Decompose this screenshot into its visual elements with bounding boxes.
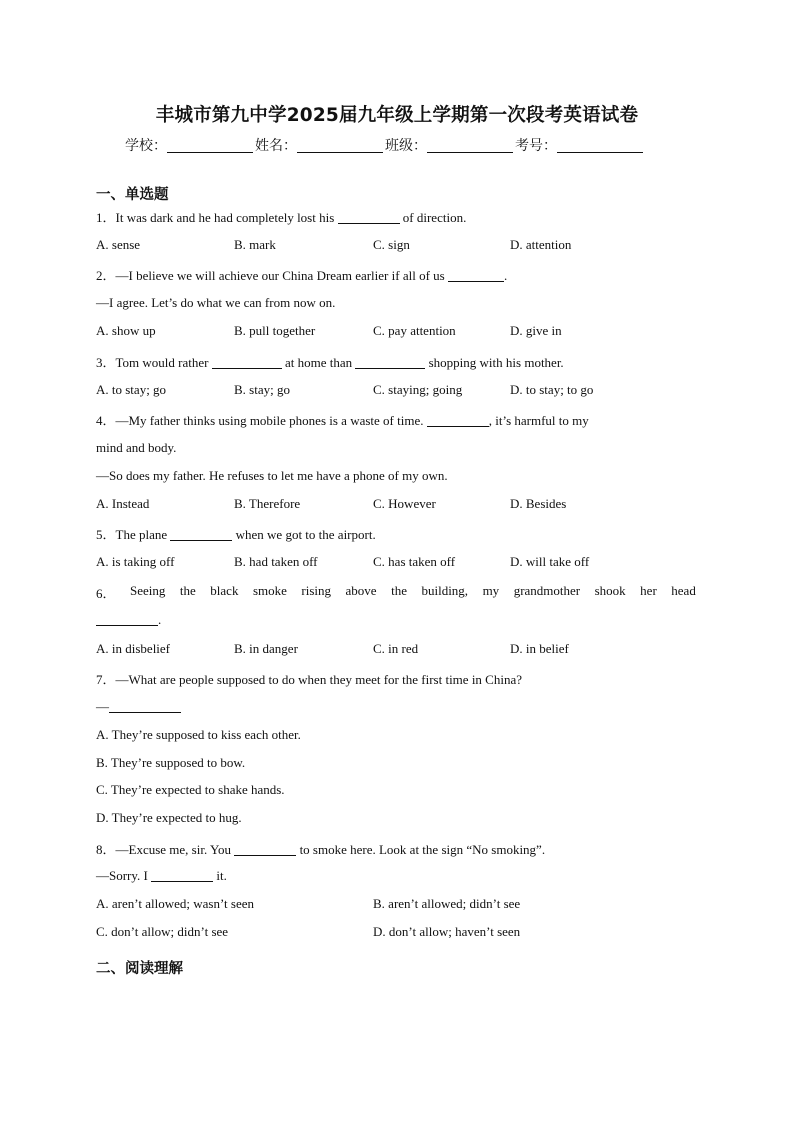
q6-word: grandmother bbox=[513, 583, 581, 598]
q8-response bbox=[96, 868, 227, 884]
student-info-fields bbox=[125, 135, 645, 155]
q5-option-d[interactable]: D. will take off bbox=[510, 554, 590, 569]
q6-word: my bbox=[482, 583, 500, 598]
q1-text: 1．It was dark and he had completely lost his bbox=[96, 210, 335, 225]
q6-word: the bbox=[179, 583, 196, 598]
question-1-stem bbox=[96, 207, 466, 226]
q5-text: 5．The plane bbox=[96, 527, 168, 542]
q5-blank bbox=[170, 528, 232, 541]
q2-text-end: . bbox=[503, 268, 508, 283]
q3-text-mid: at home than bbox=[284, 355, 353, 370]
q7-option-d[interactable]: D. They’re expected to hug. bbox=[96, 810, 242, 825]
q2-blank bbox=[448, 269, 504, 282]
q3-option-c[interactable]: C. staying; going bbox=[373, 382, 463, 397]
q8-response-end: it. bbox=[216, 868, 227, 883]
number-label: 考号： bbox=[515, 138, 557, 154]
q2-option-c[interactable]: C. pay attention bbox=[373, 323, 456, 338]
q8-option-d[interactable]: D. don’t allow; haven’t seen bbox=[373, 924, 521, 939]
name-label: 姓名： bbox=[255, 138, 297, 154]
q6-word: rising bbox=[301, 583, 332, 598]
q4-text-end: , it’s harmful to my bbox=[488, 413, 589, 428]
q5-option-c[interactable]: C. has taken off bbox=[373, 554, 456, 569]
q7-blank bbox=[109, 700, 181, 713]
q6-word: head bbox=[671, 583, 696, 598]
q4-text: 4．—My father thinks using mobile phones is a waste of time. bbox=[96, 413, 424, 428]
school-blank[interactable] bbox=[167, 138, 253, 153]
q4-continuation: mind and body. bbox=[96, 440, 177, 455]
q6-word: black bbox=[210, 583, 239, 598]
q4-option-d[interactable]: D. Besides bbox=[510, 496, 567, 511]
section-heading-reading: 二、阅读理解 bbox=[96, 961, 183, 977]
q6-option-c[interactable]: C. in red bbox=[373, 641, 419, 656]
q6-word: 6． bbox=[96, 586, 116, 601]
class-label: 班级： bbox=[385, 138, 427, 154]
q6-word: the bbox=[391, 583, 407, 598]
q1-option-a[interactable]: A. sense bbox=[96, 237, 141, 252]
q4-blank bbox=[427, 414, 489, 427]
q1-option-b[interactable]: B. mark bbox=[234, 237, 276, 252]
q3-text: 3．Tom would rather bbox=[96, 355, 209, 370]
q6-text-end: . bbox=[158, 612, 162, 627]
q6-word: smoke bbox=[252, 583, 287, 598]
q8-response-text: —Sorry. I bbox=[96, 868, 148, 883]
q3-blank-2 bbox=[355, 356, 425, 369]
q6-word: above bbox=[345, 583, 377, 598]
q3-option-a[interactable]: A. to stay; go bbox=[96, 382, 167, 397]
q2-option-d[interactable]: D. give in bbox=[510, 323, 562, 338]
q8-blank-2 bbox=[151, 869, 213, 882]
q6-option-a[interactable]: A. in disbelief bbox=[96, 641, 171, 656]
q8-option-a[interactable]: A. aren’t allowed; wasn’t seen bbox=[96, 896, 254, 911]
q8-text: 8．—Excuse me, sir. You bbox=[96, 842, 232, 857]
q2-response: —I agree. Let’s do what we can from now on. bbox=[96, 295, 336, 310]
q5-option-b[interactable]: B. had taken off bbox=[234, 554, 318, 569]
question-6-stem bbox=[96, 583, 696, 602]
school-label: 学校： bbox=[125, 138, 167, 154]
class-blank[interactable] bbox=[427, 138, 513, 153]
q8-option-b[interactable]: B. aren’t allowed; didn’t see bbox=[373, 896, 521, 911]
q1-text-end: of direction. bbox=[402, 210, 467, 225]
q4-response: —So does my father. He refuses to let me have a phone of my own. bbox=[96, 468, 448, 483]
name-blank[interactable] bbox=[297, 138, 383, 153]
q6-word: shook bbox=[594, 583, 626, 598]
question-5-stem bbox=[96, 524, 376, 543]
q6-blank-line bbox=[96, 612, 161, 628]
q6-word: building, bbox=[421, 583, 469, 598]
q3-text-end: shopping with his mother. bbox=[428, 355, 564, 370]
q7-answer-line bbox=[96, 699, 181, 715]
q7-option-b[interactable]: B. They’re supposed to bow. bbox=[96, 755, 246, 770]
q6-option-b[interactable]: B. in danger bbox=[234, 641, 298, 656]
q4-option-c[interactable]: C. However bbox=[373, 496, 436, 511]
question-2-stem bbox=[96, 265, 507, 284]
q7-option-c[interactable]: C. They’re expected to shake hands. bbox=[96, 782, 285, 797]
q4-option-b[interactable]: B. Therefore bbox=[234, 496, 301, 511]
q2-option-b[interactable]: B. pull together bbox=[234, 323, 316, 338]
q4-option-a[interactable]: A. Instead bbox=[96, 496, 150, 511]
q6-word: her bbox=[640, 583, 657, 598]
section-heading-single-choice: 一、单选题 bbox=[96, 187, 169, 203]
q1-blank bbox=[338, 211, 400, 224]
q8-option-c[interactable]: C. don’t allow; didn’t see bbox=[96, 924, 229, 939]
q3-option-d[interactable]: D. to stay; to go bbox=[510, 382, 594, 397]
question-3-stem bbox=[96, 352, 564, 371]
question-8-stem bbox=[96, 839, 545, 858]
q8-blank-1 bbox=[234, 843, 296, 856]
q3-option-b[interactable]: B. stay; go bbox=[234, 382, 290, 397]
q7-option-a[interactable]: A. They’re supposed to kiss each other. bbox=[96, 727, 301, 742]
q5-option-a[interactable]: A. is taking off bbox=[96, 554, 175, 569]
q8-text-end: to smoke here. Look at the sign “No smoking”. bbox=[299, 842, 546, 857]
q1-option-c[interactable]: C. sign bbox=[373, 237, 410, 252]
q1-option-d[interactable]: D. attention bbox=[510, 237, 572, 252]
q7-dash: — bbox=[96, 699, 109, 714]
q2-option-a[interactable]: A. show up bbox=[96, 323, 156, 338]
question-7-stem: 7．—What are people supposed to do when they meet for the first time in China? bbox=[96, 672, 522, 687]
q3-blank-1 bbox=[212, 356, 282, 369]
q6-option-d[interactable]: D. in belief bbox=[510, 641, 569, 656]
q5-text-end: when we got to the airport. bbox=[235, 527, 376, 542]
q2-text: 2．—I believe we will achieve our China Dream earlier if all of us bbox=[96, 268, 445, 283]
q6-blank bbox=[96, 613, 158, 626]
question-4-stem bbox=[96, 410, 589, 429]
page-title: 丰城市第九中学2025届九年级上学期第一次段考英语试卷 bbox=[155, 105, 639, 126]
number-blank[interactable] bbox=[557, 138, 643, 153]
q6-word: Seeing bbox=[130, 583, 166, 598]
